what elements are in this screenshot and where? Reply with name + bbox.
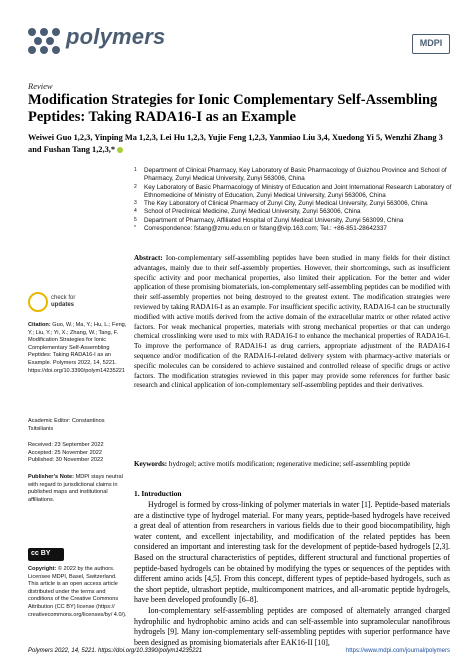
article-type: Review <box>28 81 53 91</box>
publisher-note <box>28 474 128 504</box>
footer-citation: Polymers 2022, 14, 5221. https://doi.org/10.3390/polym14235221 <box>28 648 203 654</box>
mdpi-logo <box>412 34 450 54</box>
mdpi-logo-text: MDPI <box>419 38 443 48</box>
cc-badge-text: cc BY <box>31 550 51 557</box>
intro-paragraph-2: Ion-complementary self-assembling peptides are composed of alternately arranged charged hydrophilic and hydrophobic amino acids and can self-assemble into supramolecular nanofibrous hydrogels [9]. Many ion-complementary self-assembling peptides with superior performance have been designed as promising biomaterials after EAK16-II [10], <box>134 605 450 647</box>
section-heading-introduction: 1. Introduction <box>134 489 182 498</box>
intro-paragraph-1: Hydrogel is formed by cross-linking of polymer materials in water [1]. Peptide-based materials are a distinctive type of hydrogel material. For many years, peptide-based hydrogels have received a great deal of attention from researchers in various fields due to their good biocompatibility, high water content, and excellent injectability, and modification of the related peptides has been considered an important and interesting task for the development of peptide-based hydrogels [2,3]. Based on the structural characteristics of peptides, different structural and functional properties of peptide-based hydrogels can be obtained by modifying the types or sequences of the peptides with different amino acids [4,5]. From this concept, different types of peptide-based hydrogels, such as the short peptide, ultrashort peptide, multicomponent matrices, and all-aromatic peptide hydrogels, have been developed profoundly [6–8]. <box>134 500 450 605</box>
journal-name: polymers <box>66 24 166 49</box>
copyright-text: © 2022 by the authors. Licensee MDPI, Basel, Switzerland. This article is an open access article distributed under the terms and conditions of the Creative Commons Attribution (CC BY) license (https:// creativecommons.org/licenses/by/ 4.0/). <box>28 566 127 618</box>
check-updates-line1: check for <box>51 295 76 301</box>
abstract <box>134 254 450 391</box>
footer-journal-link[interactable]: https://www.mdpi.com/journal/polymers <box>345 648 450 654</box>
introduction-text <box>134 500 450 648</box>
affiliations <box>134 167 454 233</box>
citation-block <box>28 322 128 375</box>
keywords <box>134 460 450 470</box>
correspondence: * Correspondence: fstang@zmu.edu.cn or fstang@vip.163.com; Tel.: +86-851-28642337 <box>134 225 387 233</box>
authors-text: Weiwei Guo 1,2,3, Yinping Ma 1,2,3, Lei Hu 1,2,3, Yujie Feng 1,2,3, Yanmiao Liu 3,4, Xuedong Yi 5, Wenzhi Zhang 3 and Fushan Tang 1,2,3,* <box>28 133 443 154</box>
orcid-icon[interactable] <box>117 147 123 153</box>
author-list <box>28 132 448 156</box>
copyright-block <box>28 566 128 619</box>
keywords-label: Keywords: <box>134 460 168 468</box>
received-date: Received: 23 September 2022 <box>28 442 104 448</box>
polymers-logo-icon <box>26 26 62 56</box>
cc-by-license-badge[interactable] <box>28 548 64 561</box>
abstract-label: Abstract: <box>134 254 163 262</box>
keywords-text: hydrogel; active motifs modification; regenerative medicine; self-assembling peptide <box>168 460 411 468</box>
academic-editor: Academic Editor: Constantinos Tsitsilianis <box>28 418 105 432</box>
citation-label: Citation: <box>28 322 51 328</box>
affiliation-4: 4 School of Preclinical Medicine, Zunyi Medical University, Zunyi 563006, China <box>134 208 361 216</box>
accepted-date: Accepted: 25 November 2022 <box>28 449 103 456</box>
published-date: Published: 30 November 2022 <box>28 457 104 464</box>
check-updates-line2: updates <box>51 302 75 308</box>
dates <box>28 442 128 465</box>
check-for-updates-button[interactable] <box>28 292 88 316</box>
check-updates-icon <box>28 292 48 312</box>
citation-text: Guo, W.; Ma, Y.; Hu, L.; Feng, Y.; Liu, Y.; Yi, X.; Zhang, W.; Tang, F. Modification Strategies for Ionic Complementary Self-Assembling Peptides: Taking RADA16-I as an Example. Polymers 2022, 14, 5221. https://doi.org/10.3390/polym14235221 <box>28 322 127 374</box>
affiliation-2: 2 Key Laboratory of Basic Pharmacology of Ministry of Education and Joint International Research Laboratory of Ethnomedicine of Ministry of Education, Zunyi Medical University, Zunyi 563006, China <box>134 183 452 199</box>
affiliation-3: 3 The Key Laboratory of Clinical Pharmacy of Zunyi City, Zunyi Medical University, Zunyi 563006, China <box>134 200 428 208</box>
publisher-note-text: MDPI stays neutral with regard to jurisdictional claims in published maps and institutional affiliations. <box>28 474 123 503</box>
affiliation-1: 1 Department of Clinical Pharmacy, Key Laboratory of Basic Pharmacology of Guizhou Province and School of Pharmacy, Zunyi Medical University, Zunyi 563006, China <box>134 167 447 183</box>
copyright-label: Copyright: <box>28 566 57 572</box>
article-title: Modification Strategies for Ionic Complementary Self-Assembling Peptides: Taking RADA16-I as an Example <box>28 92 438 125</box>
affiliation-5: 5 Department of Pharmacy, Affiliated Hospital of Zunyi Medical University, Zunyi 563099, China <box>134 216 404 224</box>
publisher-note-label: Publisher’s Note: <box>28 474 75 480</box>
abstract-text: Ion-complementary self-assembling peptides have been studied in many fields for their distinct advantages, mainly due to their self-assembly properties. However, their shortcomings, such as insufficient specific activity and poor mechanical properties, also limited their application. For the better and wider application of these promising biomaterials, ion-complementary self-assembling peptides can be modified with their self-assembly properties not being destroyed to the greatest extent. The modification strategies were reviewed by taking RADA16-I as an example. For insufficient specific activity, RADA16-I can be structurally modified with active motifs derived from the active domain of the extracellular matrix or other related active factors. For weak mechanical properties, materials with strong mechanical properties or that can undergo chemical crosslinking were used to mix with RADA16-I to enhance the mechanical properties of RADA16-I. To improve the performance of RADA16-I as drug carriers, appropriate adjustment of the RADA16-I sequence and/or modification of the RADA16-I-related delivery system with pharmacy-active materials or specific molecules can be considered to achieve sustained and controlled release of specific drugs or active factors. The modification strategies reviewed in this paper may provide some references for further basic research and clinical application of ion-complementary self-assembling peptides and their derivatives. <box>134 254 450 390</box>
